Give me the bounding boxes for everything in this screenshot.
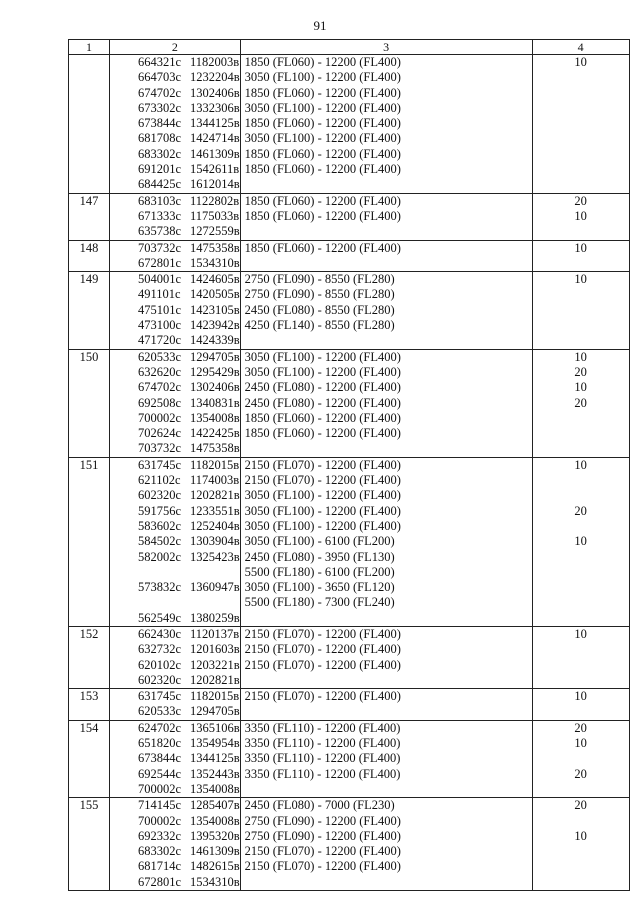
latitude: 673844c bbox=[138, 751, 182, 766]
latitude: 582002c bbox=[138, 549, 182, 564]
longitude: 1354008в bbox=[190, 813, 240, 828]
altitude-range: 1850 (FL060) - 12200 (FL400) bbox=[244, 240, 401, 255]
latitude: 683103c bbox=[138, 193, 182, 208]
altitude-range: 2450 (FL080) - 12200 (FL400) bbox=[244, 380, 401, 395]
longitude: 1360947в bbox=[190, 580, 240, 595]
longitude: 1352443в bbox=[190, 766, 240, 781]
value: 10 bbox=[574, 380, 587, 395]
coordinate-line bbox=[110, 642, 240, 657]
coordinates-cell bbox=[110, 626, 241, 688]
coordinate-line bbox=[110, 194, 240, 209]
coordinates-cell bbox=[110, 349, 241, 457]
longitude: 1303904в bbox=[190, 534, 240, 549]
altitude-range: 3350 (FL110) - 12200 (FL400) bbox=[244, 720, 401, 735]
coordinate-line bbox=[110, 411, 240, 426]
latitude: 692508c bbox=[138, 395, 182, 410]
longitude: 1302406в bbox=[190, 85, 240, 100]
altitude-range: 4250 (FL140) - 8550 (FL280) bbox=[244, 318, 395, 333]
latitude: 700002c bbox=[138, 813, 182, 828]
coordinate-line bbox=[110, 534, 240, 549]
latitude: 620533c bbox=[138, 704, 182, 719]
altitude-range: 3050 (FL100) - 12200 (FL400) bbox=[244, 364, 401, 379]
latitude: 651820c bbox=[138, 736, 182, 751]
longitude: 1325423в bbox=[190, 549, 240, 564]
coordinate-line bbox=[110, 458, 240, 473]
altitude-range: 3050 (FL100) - 12200 (FL400) bbox=[244, 131, 401, 146]
coordinate-line bbox=[110, 318, 240, 333]
longitude: 1423105в bbox=[190, 302, 240, 317]
value: 20 bbox=[574, 766, 587, 781]
coordinates-cell bbox=[110, 272, 241, 349]
table-row bbox=[69, 193, 630, 240]
value: 10 bbox=[574, 626, 587, 641]
coordinate-line bbox=[110, 365, 240, 380]
altitude-cell bbox=[240, 457, 532, 626]
value-cell bbox=[532, 689, 629, 721]
coordinate-line bbox=[110, 550, 240, 565]
column-header-4: 4 bbox=[532, 40, 629, 55]
altitude-range: 2150 (FL070) - 12200 (FL400) bbox=[244, 473, 401, 488]
altitude-range: 3050 (FL100) - 12200 (FL400) bbox=[244, 70, 401, 85]
table-row bbox=[69, 349, 630, 457]
longitude: 1461309в bbox=[190, 146, 240, 161]
latitude: 691201c bbox=[138, 162, 182, 177]
altitude-cell bbox=[240, 798, 532, 891]
latitude: 475101c bbox=[138, 302, 182, 317]
coordinate-line bbox=[110, 241, 240, 256]
coordinate-line bbox=[110, 209, 240, 224]
longitude: 1424339в bbox=[190, 333, 240, 348]
value-cell bbox=[532, 55, 629, 194]
value: 10 bbox=[574, 208, 587, 223]
coordinate-line bbox=[110, 70, 240, 85]
value: 20 bbox=[574, 798, 587, 813]
value-cell bbox=[532, 272, 629, 349]
column-header-3: 3 bbox=[240, 40, 532, 55]
longitude: 1534310в bbox=[190, 255, 240, 270]
coordinate-line bbox=[110, 829, 240, 844]
value: 20 bbox=[574, 503, 587, 518]
longitude: 1232204в bbox=[190, 70, 240, 85]
zone-number: 150 bbox=[69, 349, 110, 457]
zone-number: 153 bbox=[69, 689, 110, 721]
latitude: 591756c bbox=[138, 503, 182, 518]
table-row bbox=[69, 626, 630, 688]
zone-number: 155 bbox=[69, 798, 110, 891]
latitude: 674702c bbox=[138, 85, 182, 100]
coordinate-line bbox=[110, 303, 240, 318]
altitude-cell bbox=[240, 689, 532, 721]
coordinate-line bbox=[110, 814, 240, 829]
longitude: 1302406в bbox=[190, 380, 240, 395]
longitude: 1122802в bbox=[190, 193, 240, 208]
altitude-range: 2150 (FL070) - 12200 (FL400) bbox=[244, 844, 401, 859]
longitude: 1120137в bbox=[190, 626, 240, 641]
value bbox=[533, 519, 629, 534]
longitude: 1482615в bbox=[190, 859, 240, 874]
coordinate-line bbox=[110, 875, 240, 890]
longitude: 1354954в bbox=[190, 736, 240, 751]
value: 10 bbox=[574, 828, 587, 843]
zone-number: 154 bbox=[69, 720, 110, 797]
coordinate-line bbox=[110, 473, 240, 488]
value bbox=[533, 751, 629, 766]
zone-number: 149 bbox=[69, 272, 110, 349]
coordinate-line bbox=[110, 162, 240, 177]
coordinate-line bbox=[110, 519, 240, 534]
coordinate-line bbox=[110, 116, 240, 131]
coordinates-cell bbox=[110, 720, 241, 797]
value: 10 bbox=[574, 272, 587, 287]
longitude: 1612014в bbox=[190, 177, 240, 192]
column-header-2: 2 bbox=[110, 40, 241, 55]
table-row bbox=[69, 689, 630, 721]
altitude-cell bbox=[240, 720, 532, 797]
latitude: 714145c bbox=[138, 798, 182, 813]
latitude: 700002c bbox=[138, 410, 182, 425]
coordinate-line bbox=[110, 565, 240, 580]
altitude-range: 2750 (FL090) - 8550 (FL280) bbox=[244, 287, 395, 302]
altitude-range: 3050 (FL100) - 6100 (FL200) bbox=[244, 534, 395, 549]
latitude: 631745c bbox=[138, 689, 182, 704]
column-header-1: 1 bbox=[69, 40, 110, 55]
longitude: 1354008в bbox=[190, 410, 240, 425]
latitude: 673844c bbox=[138, 116, 182, 131]
coordinate-line bbox=[110, 595, 240, 610]
altitude-range: 2150 (FL070) - 12200 (FL400) bbox=[244, 859, 401, 874]
value: 20 bbox=[574, 395, 587, 410]
latitude: 700002c bbox=[138, 781, 182, 796]
value: 10 bbox=[574, 534, 587, 549]
altitude-range: 2450 (FL080) - 8550 (FL280) bbox=[244, 302, 395, 317]
altitude-range: 1850 (FL060) - 12200 (FL400) bbox=[244, 55, 401, 69]
latitude: 583602c bbox=[138, 518, 182, 533]
latitude: 632732c bbox=[138, 642, 182, 657]
latitude: 664703c bbox=[138, 70, 182, 85]
latitude: 671333c bbox=[138, 208, 182, 223]
altitude-range: 3350 (FL110) - 12200 (FL400) bbox=[244, 751, 401, 766]
longitude: 1294705в bbox=[190, 704, 240, 719]
latitude: 684425c bbox=[138, 177, 182, 192]
altitude-range: 1850 (FL060) - 12200 (FL400) bbox=[244, 193, 401, 208]
coordinate-line bbox=[110, 55, 240, 70]
airspace-table bbox=[68, 39, 630, 891]
longitude: 1233551в bbox=[190, 503, 240, 518]
altitude-range: 2750 (FL090) - 12200 (FL400) bbox=[244, 828, 401, 843]
coordinate-line bbox=[110, 350, 240, 365]
latitude: 491101c bbox=[138, 287, 181, 302]
latitude: 602320c bbox=[138, 488, 182, 503]
latitude: 681708c bbox=[138, 131, 182, 146]
value-cell bbox=[532, 240, 629, 272]
latitude: 692544c bbox=[138, 766, 182, 781]
longitude: 1272559в bbox=[190, 224, 240, 239]
altitude-range: 2750 (FL090) - 8550 (FL280) bbox=[244, 272, 395, 287]
coordinate-line bbox=[110, 611, 240, 626]
coordinates-cell bbox=[110, 55, 241, 194]
longitude: 1340831в bbox=[190, 395, 240, 410]
latitude: 624702c bbox=[138, 720, 182, 735]
longitude: 1395320в bbox=[190, 828, 240, 843]
coordinate-line bbox=[110, 380, 240, 395]
value-cell bbox=[532, 798, 629, 891]
altitude-range: 1850 (FL060) - 12200 (FL400) bbox=[244, 426, 401, 441]
altitude-range: 2450 (FL080) - 7000 (FL230) bbox=[244, 798, 395, 813]
altitude-range: 3050 (FL100) - 12200 (FL400) bbox=[244, 349, 401, 364]
longitude: 1174003в bbox=[190, 473, 240, 488]
altitude-cell bbox=[240, 626, 532, 688]
table-row bbox=[69, 720, 630, 797]
latitude: 683302c bbox=[138, 844, 182, 859]
coordinate-line bbox=[110, 224, 240, 239]
latitude: 562549c bbox=[138, 610, 182, 625]
altitude-cell bbox=[240, 55, 532, 194]
longitude: 1542611в bbox=[190, 162, 240, 177]
coordinate-line bbox=[110, 767, 240, 782]
altitude-cell bbox=[240, 240, 532, 272]
altitude-range: 1850 (FL060) - 12200 (FL400) bbox=[244, 116, 401, 131]
value-cell bbox=[532, 349, 629, 457]
latitude: 504001c bbox=[138, 272, 182, 287]
coordinate-line bbox=[110, 504, 240, 519]
altitude-range: 1850 (FL060) - 12200 (FL400) bbox=[244, 162, 401, 177]
coordinate-line bbox=[110, 101, 240, 116]
altitude-range: 2750 (FL090) - 12200 (FL400) bbox=[244, 813, 401, 828]
latitude: 635738c bbox=[138, 224, 182, 239]
value bbox=[533, 814, 629, 829]
longitude: 1202821в bbox=[190, 672, 240, 687]
altitude-range: 1850 (FL060) - 12200 (FL400) bbox=[244, 146, 401, 161]
coordinates-cell bbox=[110, 240, 241, 272]
value bbox=[533, 488, 629, 503]
value: 10 bbox=[574, 349, 587, 364]
altitude-range: 5500 (FL180) - 6100 (FL200) bbox=[244, 564, 395, 579]
zone-number bbox=[69, 55, 110, 194]
altitude-cell bbox=[240, 272, 532, 349]
coordinate-line bbox=[110, 751, 240, 766]
value: 10 bbox=[574, 689, 587, 704]
table-row bbox=[69, 798, 630, 891]
coordinate-line bbox=[110, 86, 240, 101]
latitude: 584502c bbox=[138, 534, 182, 549]
coordinate-line bbox=[110, 287, 240, 302]
altitude-range: 1850 (FL060) - 12200 (FL400) bbox=[244, 410, 401, 425]
longitude: 1294705в bbox=[190, 349, 240, 364]
latitude: 573832c bbox=[138, 580, 182, 595]
value: 20 bbox=[574, 364, 587, 379]
value: 20 bbox=[574, 193, 587, 208]
coordinate-line bbox=[110, 131, 240, 146]
zone-number: 147 bbox=[69, 193, 110, 240]
coordinate-line bbox=[110, 147, 240, 162]
longitude: 1285407в bbox=[190, 798, 240, 813]
altitude-range: 3050 (FL100) - 3650 (FL120) bbox=[244, 580, 395, 595]
value-cell bbox=[532, 626, 629, 688]
value: 20 bbox=[574, 720, 587, 735]
coordinate-line bbox=[110, 798, 240, 813]
table-row bbox=[69, 240, 630, 272]
table-row bbox=[69, 55, 630, 194]
value bbox=[533, 473, 629, 488]
altitude-range: 2150 (FL070) - 12200 (FL400) bbox=[244, 657, 401, 672]
table-row bbox=[69, 457, 630, 626]
altitude-cell bbox=[240, 193, 532, 240]
latitude: 631745c bbox=[138, 457, 182, 472]
value: 10 bbox=[574, 240, 587, 255]
value-cell bbox=[532, 457, 629, 626]
longitude: 1175033в bbox=[190, 208, 240, 223]
coordinate-line bbox=[110, 627, 240, 642]
altitude-range: 1850 (FL060) - 12200 (FL400) bbox=[244, 208, 401, 223]
zone-number: 152 bbox=[69, 626, 110, 688]
longitude: 1424605в bbox=[190, 272, 240, 287]
longitude: 1344125в bbox=[190, 751, 240, 766]
altitude-range: 3050 (FL100) - 12200 (FL400) bbox=[244, 100, 401, 115]
longitude: 1422425в bbox=[190, 426, 240, 441]
latitude: 672801c bbox=[138, 874, 182, 889]
longitude: 1534310в bbox=[190, 874, 240, 889]
latitude: 674702c bbox=[138, 380, 182, 395]
altitude-range: 3050 (FL100) - 12200 (FL400) bbox=[244, 503, 401, 518]
page-number: 91 bbox=[313, 18, 327, 33]
latitude: 632620c bbox=[138, 364, 182, 379]
altitude-range: 5500 (FL180) - 7300 (FL240) bbox=[244, 595, 395, 610]
zone-number: 151 bbox=[69, 457, 110, 626]
longitude: 1461309в bbox=[190, 844, 240, 859]
coordinate-line bbox=[110, 782, 240, 797]
latitude: 703732c bbox=[138, 441, 182, 456]
latitude: 620102c bbox=[138, 657, 182, 672]
altitude-range: 2450 (FL080) - 12200 (FL400) bbox=[244, 395, 401, 410]
coordinate-line bbox=[110, 721, 240, 736]
coordinate-line bbox=[110, 256, 240, 271]
latitude: 620533c bbox=[138, 349, 182, 364]
longitude: 1202821в bbox=[190, 488, 240, 503]
value: 10 bbox=[574, 736, 587, 751]
coordinate-line bbox=[110, 333, 240, 348]
coordinate-line bbox=[110, 704, 240, 719]
longitude: 1354008в bbox=[190, 781, 240, 796]
zone-number: 148 bbox=[69, 240, 110, 272]
longitude: 1182003в bbox=[190, 55, 240, 69]
coordinates-cell bbox=[110, 457, 241, 626]
longitude: 1475358в bbox=[190, 240, 240, 255]
longitude: 1203221в bbox=[190, 657, 240, 672]
coordinate-line bbox=[110, 859, 240, 874]
longitude: 1344125в bbox=[190, 116, 240, 131]
coordinate-line bbox=[110, 426, 240, 441]
latitude: 683302c bbox=[138, 146, 182, 161]
coordinates-cell bbox=[110, 689, 241, 721]
altitude-range: 3050 (FL100) - 12200 (FL400) bbox=[244, 518, 401, 533]
longitude: 1420505в bbox=[190, 287, 240, 302]
value: 10 bbox=[574, 55, 587, 69]
table-row bbox=[69, 272, 630, 349]
altitude-range: 2150 (FL070) - 12200 (FL400) bbox=[244, 689, 401, 704]
coordinate-line bbox=[110, 673, 240, 688]
latitude: 702624c bbox=[138, 426, 182, 441]
altitude-range: 3350 (FL110) - 12200 (FL400) bbox=[244, 736, 401, 751]
latitude: 672801c bbox=[138, 255, 182, 270]
coordinate-line bbox=[110, 689, 240, 704]
altitude-cell bbox=[240, 349, 532, 457]
longitude: 1365106в bbox=[190, 720, 240, 735]
altitude-range: 2150 (FL070) - 12200 (FL400) bbox=[244, 457, 401, 472]
altitude-range: 3050 (FL100) - 12200 (FL400) bbox=[244, 488, 401, 503]
altitude-range: 2450 (FL080) - 3950 (FL130) bbox=[244, 549, 395, 564]
altitude-range: 3350 (FL110) - 12200 (FL400) bbox=[244, 766, 401, 781]
coordinate-line bbox=[110, 736, 240, 751]
latitude: 664321c bbox=[138, 55, 182, 69]
longitude: 1201603в bbox=[190, 642, 240, 657]
altitude-range: 1850 (FL060) - 12200 (FL400) bbox=[244, 85, 401, 100]
latitude: 602320c bbox=[138, 672, 182, 687]
latitude: 471720c bbox=[138, 333, 182, 348]
coordinate-line bbox=[110, 396, 240, 411]
longitude: 1424714в bbox=[190, 131, 240, 146]
latitude: 703732c bbox=[138, 240, 182, 255]
longitude: 1475358в bbox=[190, 441, 240, 456]
coordinate-line bbox=[110, 488, 240, 503]
longitude: 1295429в bbox=[190, 364, 240, 379]
coordinates-cell bbox=[110, 798, 241, 891]
latitude: 473100c bbox=[138, 318, 182, 333]
coordinate-line bbox=[110, 658, 240, 673]
value-cell bbox=[532, 720, 629, 797]
coordinate-line bbox=[110, 844, 240, 859]
longitude: 1380259в bbox=[190, 610, 240, 625]
latitude: 692332c bbox=[138, 828, 182, 843]
coordinate-line bbox=[110, 177, 240, 192]
latitude: 681714c bbox=[138, 859, 182, 874]
longitude: 1182015в bbox=[190, 457, 240, 472]
longitude: 1332306в bbox=[190, 100, 240, 115]
coordinates-cell bbox=[110, 193, 241, 240]
latitude: 673302c bbox=[138, 100, 182, 115]
coordinate-line bbox=[110, 441, 240, 456]
table-header-row bbox=[69, 40, 630, 55]
latitude: 621102c bbox=[138, 473, 181, 488]
value-cell bbox=[532, 193, 629, 240]
longitude: 1182015в bbox=[190, 689, 240, 704]
value: 10 bbox=[574, 457, 587, 472]
altitude-range: 2150 (FL070) - 12200 (FL400) bbox=[244, 642, 401, 657]
coordinate-line bbox=[110, 580, 240, 595]
longitude: 1252404в bbox=[190, 518, 240, 533]
longitude: 1423942в bbox=[190, 318, 240, 333]
altitude-range: 2150 (FL070) - 12200 (FL400) bbox=[244, 626, 401, 641]
coordinate-line bbox=[110, 272, 240, 287]
latitude: 662430c bbox=[138, 626, 182, 641]
